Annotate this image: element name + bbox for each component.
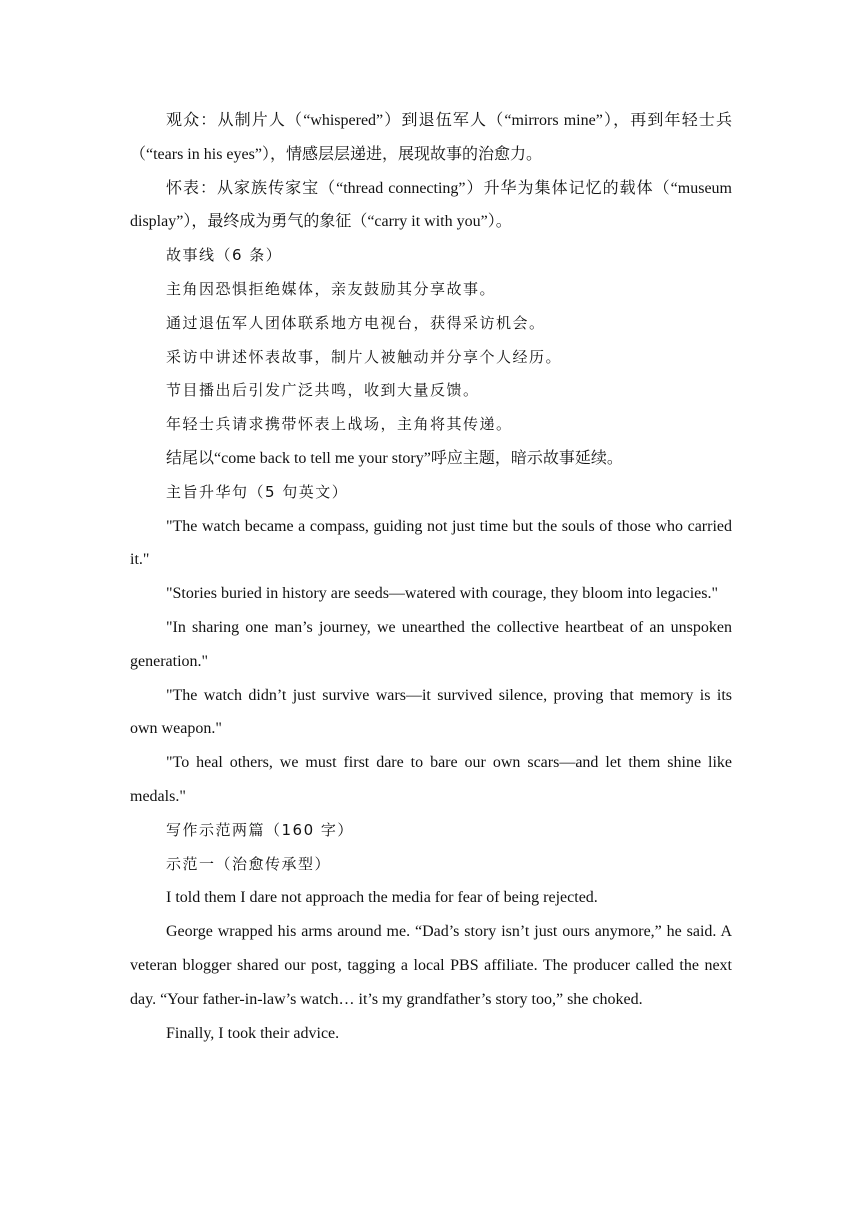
storyline-item: 主角因恐惧拒绝媒体，亲友鼓励其分享故事。: [166, 279, 497, 298]
heading-sample-one: 示范一（治愈传承型）: [166, 854, 332, 873]
storyline-item: 通过退伍军人团体联系地方电视台，获得采访机会。: [166, 313, 546, 332]
sample-paragraph: Finally, I took their advice.: [166, 1024, 340, 1042]
heading-writing-samples: 写作示范两篇（160 字）: [166, 820, 354, 839]
heading-storyline: 故事线（6 条）: [166, 246, 283, 265]
storyline-item: 结尾以“come back to tell me your story”呼应主题，暗示故事延续。: [166, 449, 623, 467]
theme-sentence: "The watch became a compass, guiding not just time but the souls of those who carried it.": [130, 517, 732, 569]
paragraph-watch: 怀表：从家族传家宝（“thread connecting”）升华为集体记忆的载体（“museum display”），最终成为勇气的象征（“carry it with you”）。: [130, 179, 732, 231]
sample-paragraph: I told them I dare not approach the media for fear of being rejected.: [166, 889, 598, 907]
storyline-item: 年轻士兵请求携带怀表上战场，主角将其传递。: [166, 415, 513, 434]
heading-theme-sentences: 主旨升华句（5 句英文）: [166, 482, 349, 501]
sample-paragraph: George wrapped his arms around me. “Dad’s story isn’t just ours anymore,” he said. A veteran blogger shared our post, tagging a local PBS affiliate. The producer called the next day. “Your father-in-law’s watch… it’s my grandfather’s story too,” she choked.: [130, 923, 732, 1008]
storyline-item: 采访中讲述怀表故事，制片人被触动并分享个人经历。: [166, 347, 563, 366]
theme-sentence: "Stories buried in history are seeds—watered with courage, they bloom into legacies.": [166, 585, 719, 603]
theme-sentence: "The watch didn’t just survive wars—it survived silence, proving that memory is its own weapon.": [130, 686, 732, 738]
storyline-item: 节目播出后引发广泛共鸣，收到大量反馈。: [166, 381, 480, 400]
theme-sentence: "In sharing one man’s journey, we unearthed the collective heartbeat of an unspoken generation.": [130, 618, 732, 670]
document-body: [130, 104, 732, 1050]
paragraph-audience: 观众：从制片人（“whispered”）到退伍军人（“mirrors mine”），再到年轻士兵（“tears in his eyes”），情感层层递进，展现故事的治愈力。: [130, 112, 732, 163]
theme-sentence: "To heal others, we must first dare to bare our own scars—and let them shine like medals.": [130, 754, 732, 805]
